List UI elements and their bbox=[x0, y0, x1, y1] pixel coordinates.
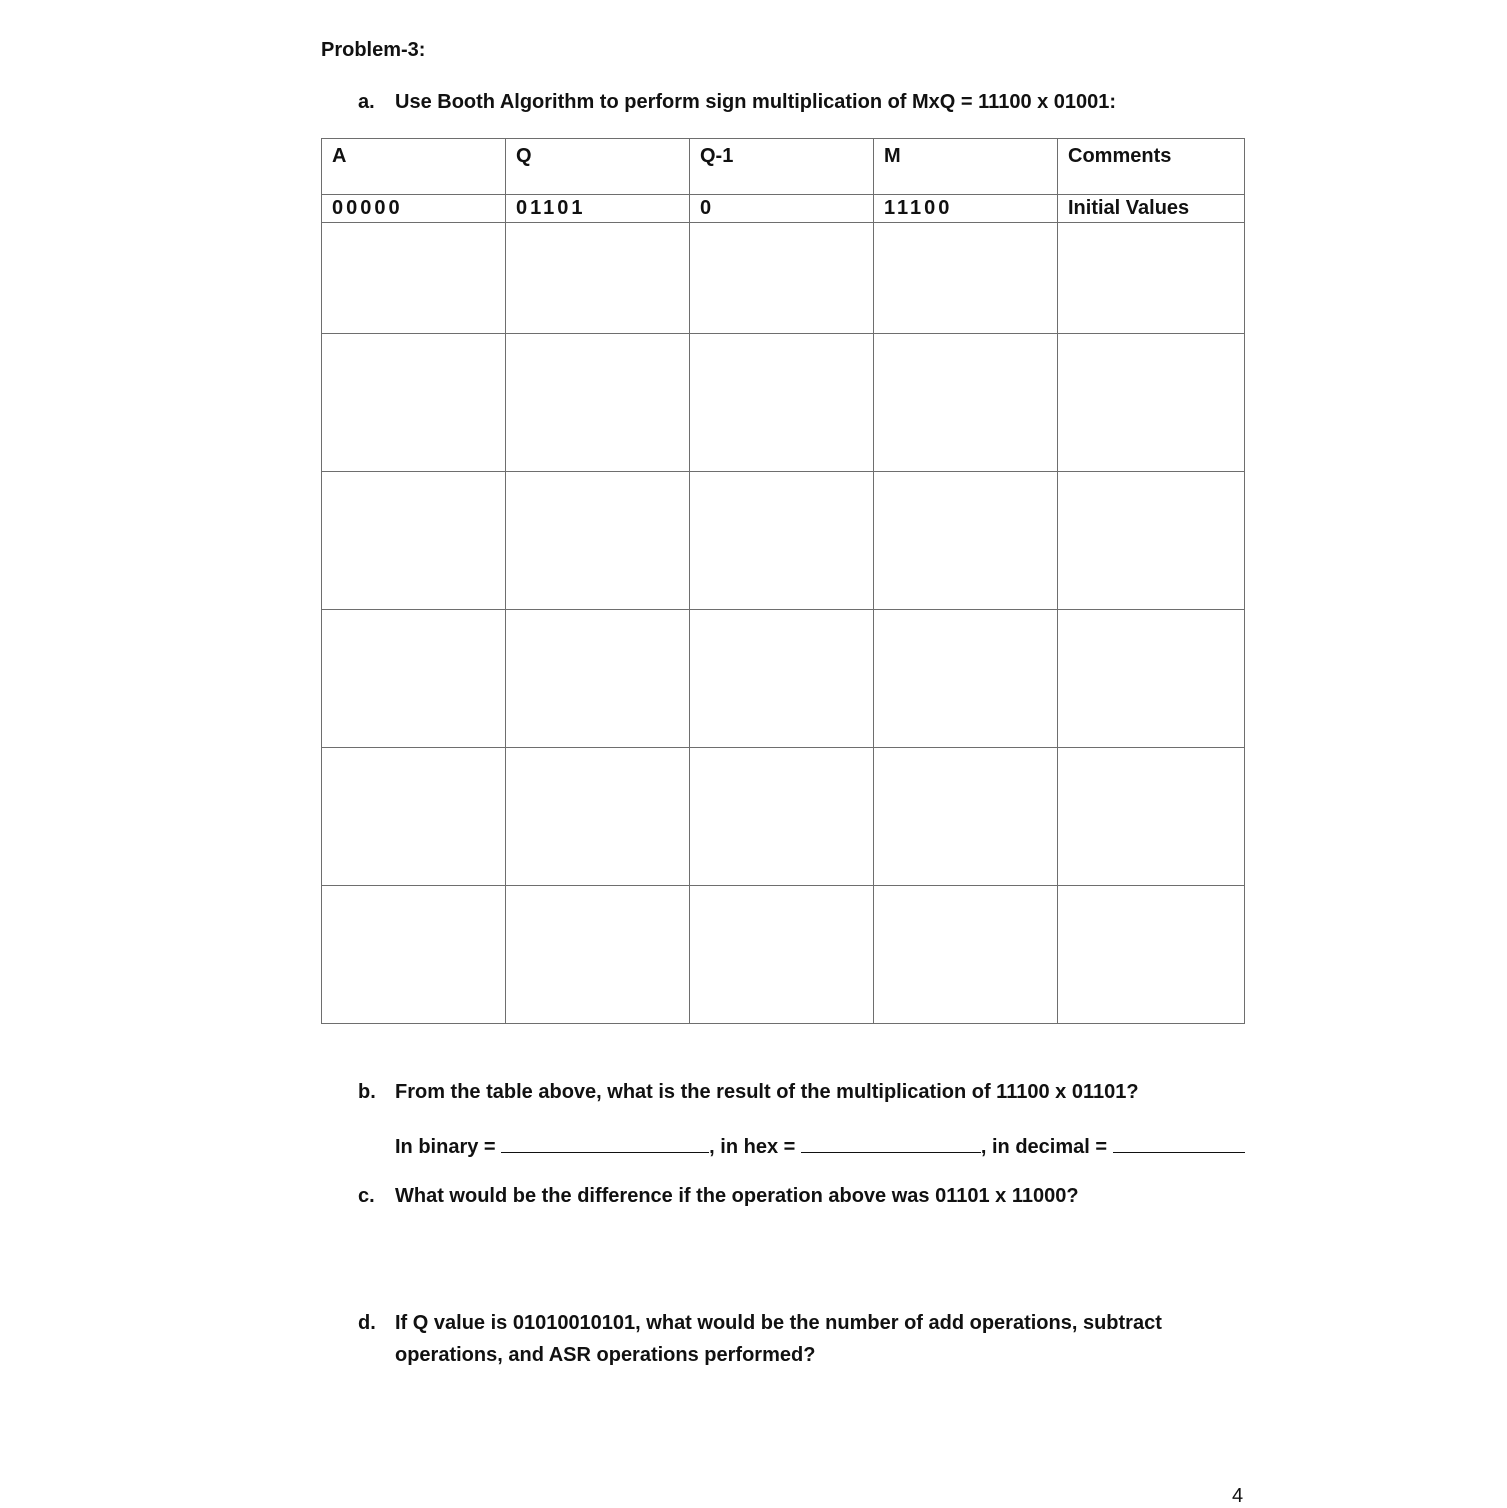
table-cell-empty[interactable] bbox=[506, 748, 690, 886]
table-cell-empty[interactable] bbox=[874, 223, 1058, 334]
table-row bbox=[322, 886, 1245, 1024]
table-cell-empty[interactable] bbox=[1058, 334, 1245, 472]
table-cell-empty[interactable] bbox=[322, 886, 506, 1024]
table-cell-empty[interactable] bbox=[874, 334, 1058, 472]
header-q-minus-1: Q-1 bbox=[690, 139, 874, 195]
page-title: Problem-3: bbox=[321, 39, 426, 61]
table-row-initial bbox=[322, 195, 1245, 223]
table-cell-empty[interactable] bbox=[874, 748, 1058, 886]
part-b-answer-line bbox=[395, 1132, 1245, 1159]
table-cell-empty[interactable] bbox=[690, 472, 874, 610]
table-row bbox=[322, 223, 1245, 334]
part-c-question: What would be the difference if the operation above was 01101 x 11000? bbox=[395, 1185, 1079, 1207]
table-cell-empty[interactable] bbox=[690, 334, 874, 472]
part-b-question: From the table above, what is the result of the multiplication of 11100 x 01101? bbox=[395, 1081, 1139, 1103]
hex-answer-blank[interactable] bbox=[801, 1132, 981, 1153]
part-d-question: If Q value is 01010010101, what would be the number of add operations, subtract operations, and ASR operations performed? bbox=[395, 1312, 1162, 1366]
part-b-marker: b. bbox=[358, 1081, 376, 1103]
table-cell-empty[interactable] bbox=[874, 472, 1058, 610]
table-cell-empty[interactable] bbox=[874, 886, 1058, 1024]
part-a-question: Use Booth Algorithm to perform sign multiplication of MxQ = 11100 x 01001: bbox=[395, 91, 1117, 113]
table-cell-empty[interactable] bbox=[1058, 223, 1245, 334]
table-cell-empty[interactable] bbox=[322, 472, 506, 610]
table-cell-empty[interactable] bbox=[506, 610, 690, 748]
cell-a-initial: 00000 bbox=[322, 195, 506, 223]
header-comments: Comments bbox=[1058, 139, 1245, 195]
table-cell-empty[interactable] bbox=[1058, 886, 1245, 1024]
hex-label: , in hex = bbox=[709, 1136, 796, 1158]
page-number: 4 bbox=[1232, 1485, 1244, 1507]
table-row bbox=[322, 610, 1245, 748]
table-cell-empty[interactable] bbox=[1058, 610, 1245, 748]
cell-m-initial: 11100 bbox=[874, 195, 1058, 223]
decimal-label: , in decimal = bbox=[980, 1136, 1108, 1158]
table-cell-empty[interactable] bbox=[506, 472, 690, 610]
header-m: M bbox=[874, 139, 1058, 195]
table-row bbox=[322, 334, 1245, 472]
booth-algorithm-table bbox=[321, 138, 1245, 1024]
table-header-row bbox=[322, 139, 1245, 195]
binary-label: In binary = bbox=[395, 1136, 496, 1158]
cell-q-initial: 01101 bbox=[506, 195, 690, 223]
cell-q-minus-1-initial: 0 bbox=[690, 195, 874, 223]
table-cell-empty[interactable] bbox=[322, 748, 506, 886]
table-row bbox=[322, 748, 1245, 886]
table-cell-empty[interactable] bbox=[506, 886, 690, 1024]
table-cell-empty[interactable] bbox=[690, 610, 874, 748]
table-cell-empty[interactable] bbox=[1058, 748, 1245, 886]
table-row bbox=[322, 472, 1245, 610]
part-a-marker: a. bbox=[358, 91, 375, 113]
table-cell-empty[interactable] bbox=[690, 748, 874, 886]
table-cell-empty[interactable] bbox=[506, 223, 690, 334]
part-c-marker: c. bbox=[358, 1185, 375, 1207]
header-q: Q bbox=[506, 139, 690, 195]
table-cell-empty[interactable] bbox=[874, 610, 1058, 748]
table-cell-empty[interactable] bbox=[322, 610, 506, 748]
cell-comments-initial: Initial Values bbox=[1058, 195, 1245, 223]
decimal-answer-blank[interactable] bbox=[1113, 1132, 1245, 1153]
table-cell-empty[interactable] bbox=[506, 334, 690, 472]
part-d-marker: d. bbox=[358, 1312, 376, 1334]
table-cell-empty[interactable] bbox=[1058, 472, 1245, 610]
table-cell-empty[interactable] bbox=[322, 223, 506, 334]
binary-answer-blank[interactable] bbox=[501, 1132, 709, 1153]
header-a: A bbox=[322, 139, 506, 195]
table-cell-empty[interactable] bbox=[690, 223, 874, 334]
table-cell-empty[interactable] bbox=[690, 886, 874, 1024]
table-cell-empty[interactable] bbox=[322, 334, 506, 472]
